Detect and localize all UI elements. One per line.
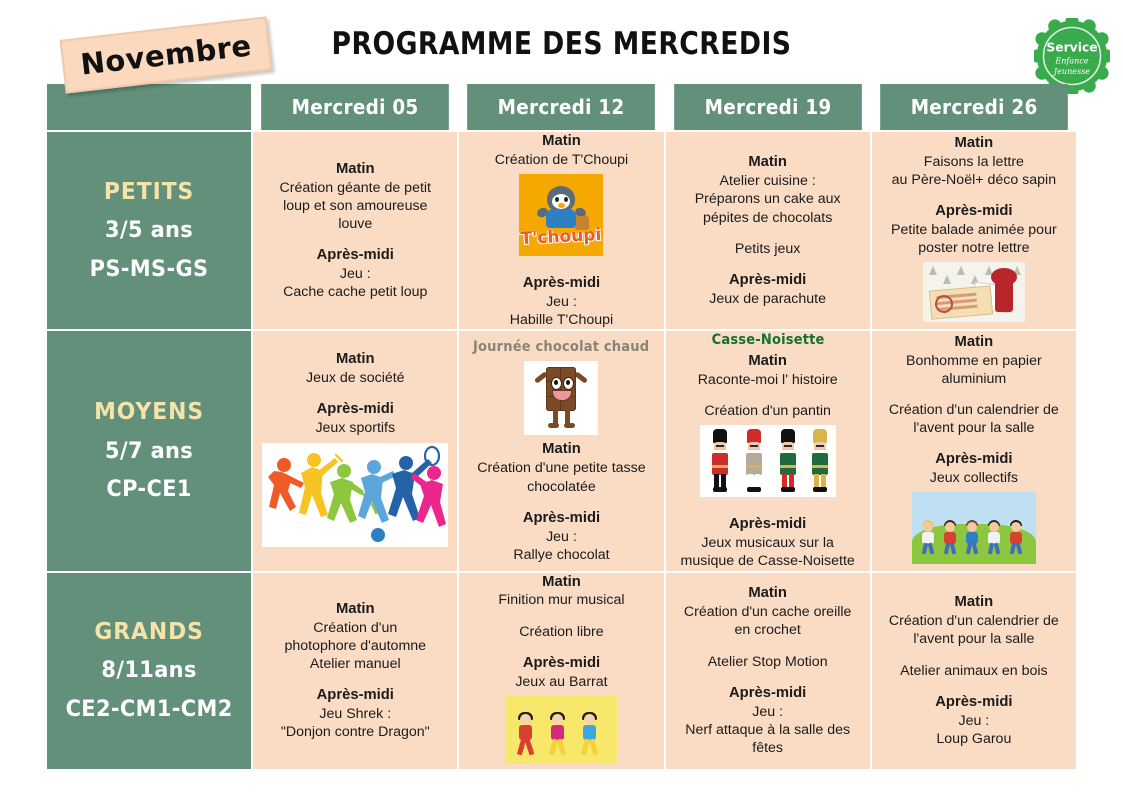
activity-line: Préparons un cake aux (694, 191, 841, 208)
apres-midi-label: Après-midi (935, 693, 1013, 710)
logo-line2: Enfance (1055, 56, 1089, 66)
apres-midi-label: Après-midi (729, 516, 807, 533)
apres-midi-label: Après-midi (316, 687, 394, 704)
chocolate-bar-image (524, 361, 598, 435)
activity-line: Création de T'Choupi (494, 151, 629, 168)
apres-midi-label: Après-midi (935, 203, 1013, 220)
activity-block (666, 584, 870, 639)
block-spacer (666, 640, 870, 653)
activity-block (459, 573, 663, 610)
group-age-range: 8/11ans (101, 658, 197, 684)
matin-label: Matin (954, 134, 994, 151)
block-spacer (253, 387, 457, 400)
cell-special-heading: Journée chocolat chaud (473, 338, 650, 355)
activity-line: Bonhomme en papier (906, 352, 1042, 369)
matin-label: Matin (542, 133, 581, 149)
activity-line: Cache cache petit loup (283, 284, 428, 301)
block-spacer (872, 649, 1076, 662)
group-name: MOYENS (94, 399, 205, 426)
block-spacer (666, 502, 870, 515)
activity-block (459, 623, 663, 641)
activity-line: Loup Garou (936, 730, 1012, 747)
activity-block (872, 450, 1076, 487)
activity-line: l'avent pour la salle (913, 631, 1035, 648)
activity-line: fêtes (752, 739, 784, 756)
activity-line: Création d'un calendrier de (888, 613, 1059, 630)
activity-cell-r3-c3 (666, 573, 870, 769)
group-classes: PS-MS-GS (89, 256, 209, 282)
activity-block (872, 693, 1076, 748)
activity-line: Création d'un cache oreille (683, 604, 852, 621)
row-header-petits (47, 132, 251, 329)
activity-block (459, 132, 663, 169)
activity-line: Atelier Stop Motion (707, 653, 828, 670)
activity-line: Jeux collectifs (929, 470, 1019, 487)
activity-block (666, 240, 870, 258)
apres-midi-label: Après-midi (729, 684, 807, 701)
activity-cell-r2-c1 (253, 331, 457, 570)
activity-line: au Père-Noël+ déco sapin (891, 172, 1057, 189)
activity-block (872, 401, 1076, 437)
activity-line: Création libre (519, 623, 604, 640)
activity-line: Jeux musicaux sur la (701, 535, 834, 552)
block-spacer (666, 389, 870, 402)
activity-line: photophore d'automne (284, 637, 427, 654)
activity-line: Faisons la lettre (923, 153, 1024, 170)
table-header-row (47, 84, 1076, 130)
block-spacer (459, 496, 663, 509)
cell-special-heading: Casse-Noisette (711, 332, 825, 349)
column-header-mercredi-05: Mercredi 05 (261, 84, 449, 130)
activity-line: Jeux sportifs (315, 420, 396, 437)
logo-line1: Service (1046, 40, 1098, 55)
activity-block (459, 440, 663, 495)
group-age-range: 3/5 ans (105, 218, 194, 244)
block-spacer (459, 610, 663, 623)
activity-line: Création d'un calendrier de (888, 401, 1059, 418)
activity-line: pépites de chocolats (702, 209, 833, 226)
activity-block (253, 600, 457, 673)
activity-line: Finition mur musical (498, 592, 625, 609)
activity-line: en crochet (734, 622, 801, 639)
children-playing-image (912, 492, 1036, 564)
activity-line: Habille T'Choupi (509, 312, 614, 329)
activity-line: Rallye chocolat (513, 546, 610, 563)
block-spacer (459, 641, 663, 654)
activity-line: Création géante de petit (279, 179, 431, 196)
group-name: GRANDS (94, 619, 204, 646)
activity-line: Raconte-moi l' histoire (697, 371, 838, 388)
logo-line3: Jeunesse (1053, 67, 1091, 77)
activity-block (666, 653, 870, 671)
activity-line: Jeu : (752, 703, 784, 720)
page-title: PROGRAMME DES MERCREDIS (331, 26, 792, 62)
activity-cell-r3-c2 (459, 573, 663, 769)
activity-block (666, 153, 870, 226)
activity-line: musique de Casse-Noisette (680, 553, 855, 570)
activity-line: Jeu : (339, 266, 371, 283)
activity-line: poster notre lettre (918, 240, 1030, 257)
activity-block (666, 402, 870, 420)
block-spacer (872, 437, 1076, 450)
matin-label: Matin (542, 441, 581, 458)
group-classes: CP-CE1 (106, 477, 192, 503)
month-badge-label: Novembre (78, 28, 254, 82)
christmas-letter-image (923, 262, 1025, 322)
tchoupi-image: T'choupi (519, 174, 603, 256)
activity-line: Jeux de parachute (709, 290, 827, 307)
activity-cell-r2-c2 (459, 331, 663, 570)
jeux-au-barrat-image (505, 696, 617, 764)
activity-line: Création d'un pantin (704, 403, 831, 420)
apres-midi-label: Après-midi (729, 271, 807, 288)
matin-label: Matin (748, 352, 787, 369)
group-name: PETITS (103, 179, 195, 206)
column-header-mercredi-12: Mercredi 12 (468, 84, 656, 130)
matin-label: Matin (335, 351, 375, 368)
activity-block (666, 271, 870, 308)
table-body (47, 132, 1076, 769)
sports-silhouettes-image (262, 443, 448, 547)
activity-line: Atelier animaux en bois (900, 662, 1048, 679)
matin-label: Matin (748, 585, 787, 602)
activity-line: Nerf attaque à la salle des (685, 721, 851, 738)
page-header (0, 0, 1123, 82)
block-spacer (872, 388, 1076, 401)
activity-cell-r1-c3 (666, 132, 870, 329)
group-age-range: 5/7 ans (105, 438, 194, 464)
activity-line: Petite balade animée pour (891, 222, 1057, 239)
row-header-grands (47, 573, 251, 769)
block-spacer (253, 233, 457, 246)
activity-block (459, 509, 663, 564)
activity-block (872, 593, 1076, 648)
nutcracker-soldiers-image (700, 425, 836, 497)
activity-line: "Donjon contre Dragon" (280, 724, 430, 741)
column-header-mercredi-26: Mercredi 26 (880, 84, 1068, 130)
activity-line: Création d'un (313, 619, 398, 636)
apres-midi-label: Après-midi (522, 654, 601, 671)
activity-cell-r1-c2 (459, 132, 663, 329)
matin-label: Matin (748, 154, 787, 171)
block-spacer (872, 189, 1076, 202)
activity-cell-r1-c1 (253, 132, 457, 329)
table-row (47, 132, 1076, 329)
apres-midi-label: Après-midi (522, 275, 601, 292)
block-spacer (253, 673, 457, 686)
block-spacer (666, 258, 870, 271)
block-spacer (666, 227, 870, 240)
row-header-moyens (47, 331, 251, 570)
activity-block (872, 333, 1076, 388)
apres-midi-label: Après-midi (935, 451, 1013, 468)
programme-sheet (45, 82, 1078, 770)
activity-line: l'avent pour la salle (913, 420, 1035, 437)
activity-cell-r2-c4 (872, 331, 1076, 570)
activity-line: aluminium (941, 370, 1007, 387)
activity-block (459, 274, 663, 329)
apres-midi-label: Après-midi (316, 401, 394, 418)
activity-line: Jeu Shrek : (319, 706, 392, 723)
activity-block (253, 160, 457, 233)
programme-table (45, 82, 1078, 771)
matin-label: Matin (335, 600, 375, 617)
matin-label: Matin (954, 333, 994, 350)
activity-line: chocolatée (527, 478, 596, 495)
activity-block (666, 684, 870, 757)
activity-block (253, 686, 457, 741)
activity-block (459, 654, 663, 691)
activity-line: Jeu : (546, 294, 577, 311)
matin-label: Matin (542, 573, 581, 590)
activity-line: louve (338, 216, 373, 233)
activity-block (253, 350, 457, 387)
matin-label: Matin (954, 594, 994, 611)
apres-midi-label: Après-midi (522, 509, 601, 526)
activity-line: Jeux au Barrat (515, 673, 608, 690)
activity-line: Création d'une petite tasse (477, 460, 646, 477)
activity-line: Atelier manuel (309, 656, 401, 673)
activity-block (666, 515, 870, 570)
block-spacer (459, 261, 663, 274)
activity-cell-r2-c3 (666, 331, 870, 570)
table-row (47, 573, 1076, 769)
activity-line: Jeu : (958, 712, 990, 729)
activity-block (872, 662, 1076, 680)
activity-block (253, 246, 457, 301)
activity-block (666, 352, 870, 389)
activity-cell-r3-c4 (872, 573, 1076, 769)
activity-line: Jeux de société (305, 370, 405, 387)
activity-line: Petits jeux (734, 240, 801, 257)
block-spacer (666, 671, 870, 684)
table-row (47, 331, 1076, 570)
group-classes: CE2-CM1-CM2 (65, 696, 233, 722)
activity-block (253, 400, 457, 437)
activity-line: Atelier cuisine : (719, 173, 816, 190)
apres-midi-label: Après-midi (316, 247, 394, 264)
activity-block (872, 134, 1076, 189)
column-header-mercredi-19: Mercredi 19 (674, 84, 862, 130)
activity-block (872, 202, 1076, 257)
activity-cell-r1-c4 (872, 132, 1076, 329)
block-spacer (872, 680, 1076, 693)
activity-line: loup et son amoureuse (283, 197, 428, 214)
activity-cell-r3-c1 (253, 573, 457, 769)
activity-line: Jeu : (546, 528, 577, 545)
matin-label: Matin (335, 160, 375, 177)
